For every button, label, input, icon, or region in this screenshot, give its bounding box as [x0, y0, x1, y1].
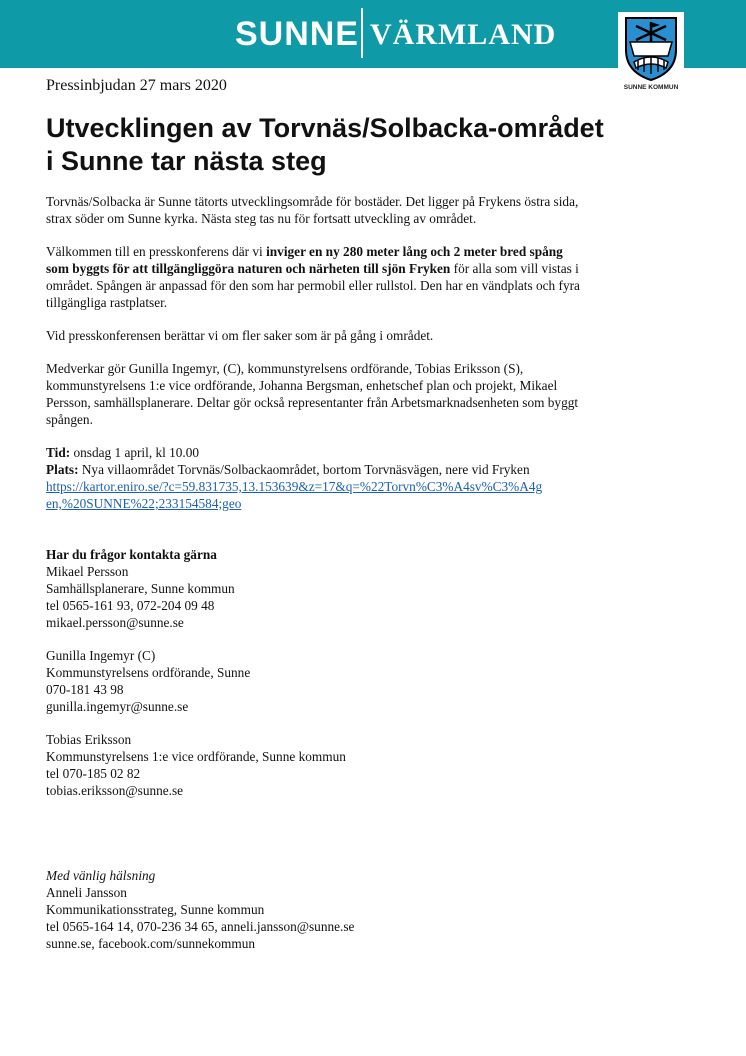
- document-body: [46, 193, 586, 968]
- place-value: Nya villaområdet Torvnäs/Solbackaområdet, bortom Torvnäsvägen, nere vid Fryken: [78, 462, 530, 477]
- contact-email: gunilla.ingemyr@sunne.se: [46, 699, 189, 714]
- page-title: Utvecklingen av Torvnäs/Solbacka-området i Sunne tar nästa steg: [46, 113, 604, 176]
- contact-email: tobias.eriksson@sunne.se: [46, 783, 184, 798]
- signoff-greeting-text: Med vänlig hälsning: [46, 868, 156, 883]
- contact-phone: tel 070-185 02 82: [46, 766, 141, 781]
- map-link[interactable]: [46, 479, 542, 511]
- brand-name-varmland: VÄRMLAND: [370, 18, 557, 51]
- crest-caption: SUNNE KOMMUN: [623, 84, 679, 91]
- press-conference-paragraph: Vid presskonferensen berättar vi om fler saker som är på gång i området.: [46, 328, 434, 343]
- event-details: [46, 444, 586, 512]
- contact-block-1: [46, 546, 586, 631]
- time-label: Tid:: [46, 445, 71, 460]
- contact-name: Gunilla Ingemyr (C): [46, 648, 156, 663]
- contact-phone: 070-181 43 98: [46, 682, 124, 697]
- signoff-greeting: [46, 867, 586, 884]
- contacts-heading: [46, 546, 586, 563]
- contact-role: Kommunstyrelsens ordförande, Sunne: [46, 665, 251, 680]
- invitation-tail: för alla som vill vistas i området. Spången är anpassad för den som har permobil eller rullstol. Den har en vändplats och fyra tillgängliga rastplatser.: [46, 261, 580, 310]
- map-link-line-1: https://kartor.eniro.se/?c=59.831735,13.153639&z=17&q=%22Torvn%C3%A4sv%C3%A4g: [46, 479, 543, 494]
- contacts-heading-text: Har du frågor kontakta gärna: [46, 547, 217, 562]
- coat-of-arms-icon: [618, 12, 684, 84]
- event-time: [46, 444, 586, 461]
- brand-name-sunne: SUNNE: [234, 15, 359, 53]
- invitation-paragraph: [46, 243, 586, 311]
- intro-paragraph: Torvnäs/Solbacka är Sunne tätorts utvecklingsområde för bostäder. Det ligger på Frykens östra sida, strax söder om Sunne kyrka. Nästa steg tas nu för fortsatt utveckling av området.: [46, 194, 579, 226]
- contact-name: Mikael Persson: [46, 564, 129, 579]
- contact-block-3: [46, 731, 586, 799]
- invitation-highlight: inviger en ny 280 meter lång och 2 meter bred spång som byggts för att tillgängliggöra naturen och närheten till sjön Fryken: [46, 244, 563, 276]
- signoff-web: sunne.se, facebook.com/sunnekommun: [46, 936, 256, 951]
- signoff-role: Kommunikationsstrateg, Sunne kommun: [46, 902, 265, 917]
- map-link-line-2: en,%20SUNNE%22;233154584;geo: [46, 496, 242, 511]
- place-label: Plats:: [46, 462, 79, 477]
- participants-paragraph: Medverkar gör Gunilla Ingemyr, (C), kommunstyrelsens ordförande, Tobias Eriksson (S), kommunstyrelsens 1:e vice ordförande, Johanna Bergsman, enhetschef plan och projekt, Mikael Persson, samhällsplanerare. Deltar gör också representanter från Arbetsmarknadsenheten som byggt spången.: [46, 361, 579, 427]
- contact-phone: tel 0565-161 93, 072-204 09 48: [46, 598, 215, 613]
- time-value: onsdag 1 april, kl 10.00: [70, 445, 200, 460]
- signoff-contact: tel 0565-164 14, 070-236 34 65, anneli.jansson@sunne.se: [46, 919, 355, 934]
- signoff-name: Anneli Jansson: [46, 885, 127, 900]
- contact-role: Samhällsplanerare, Sunne kommun: [46, 581, 235, 596]
- contact-name: Tobias Eriksson: [46, 732, 132, 747]
- contact-role: Kommunstyrelsens 1:e vice ordförande, Sunne kommun: [46, 749, 346, 764]
- contact-email: mikael.persson@sunne.se: [46, 615, 184, 630]
- event-place: [46, 461, 586, 478]
- brand-divider: [361, 8, 363, 58]
- contact-block-2: [46, 647, 586, 715]
- invitation-lead: Välkommen till en presskonferens där vi: [46, 244, 267, 259]
- press-dateline: Pressinbjudan 27 mars 2020: [46, 77, 227, 94]
- signoff-block: [46, 867, 586, 952]
